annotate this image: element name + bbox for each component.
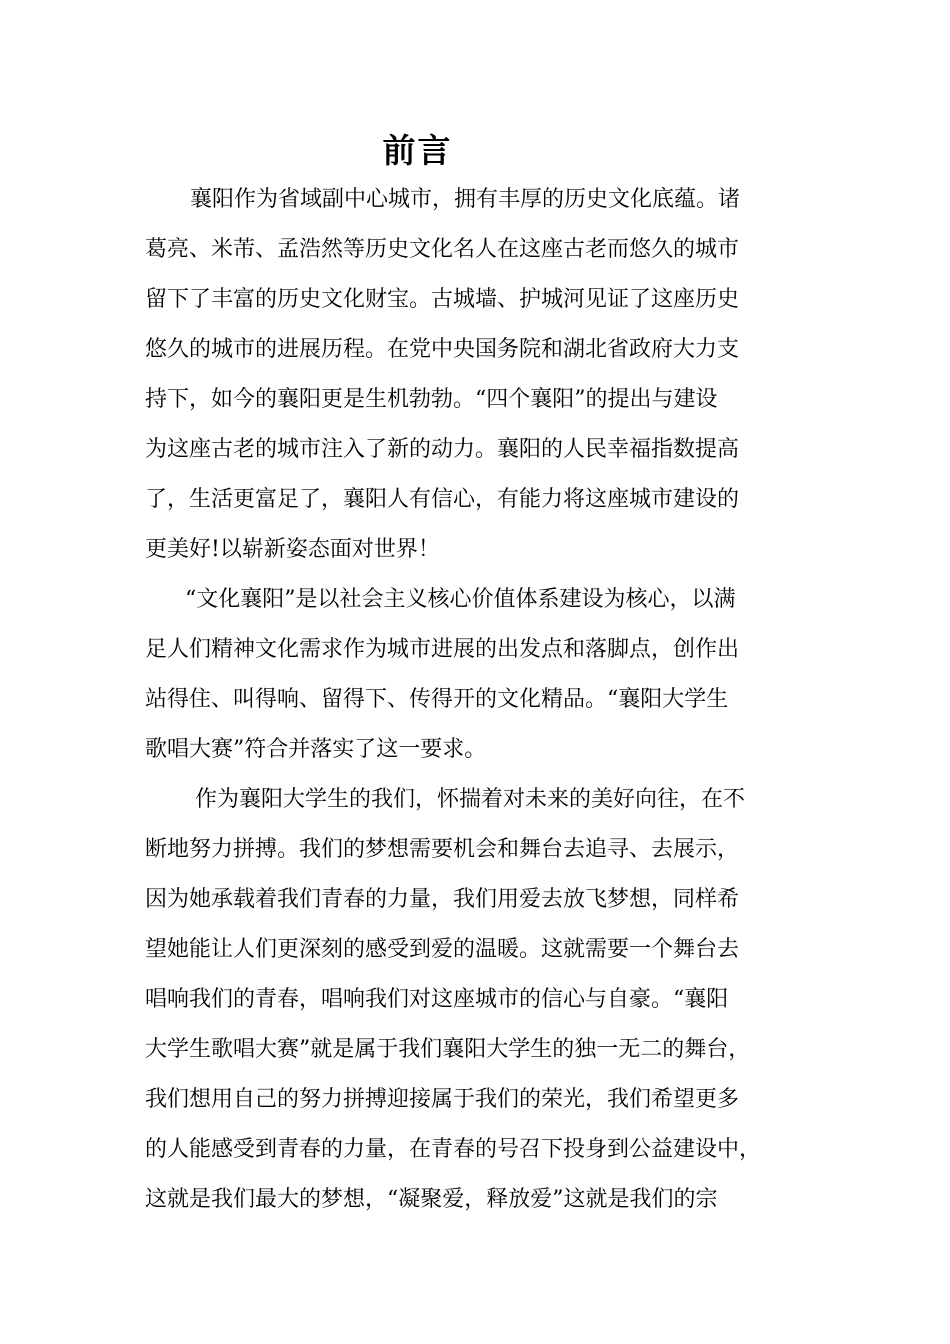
- paragraph-2-line-1: “文化襄阳”是以社会主义核心价值体系建设为核心，以满: [185, 587, 736, 612]
- paragraph-1-line-3: 留下了丰富的历史文化财宝。古城墙、护城河见证了这座历史: [145, 287, 740, 312]
- paragraph-3-line-3: 因为她承载着我们青春的力量，我们用爱去放飞梦想，同样希: [145, 887, 740, 912]
- paragraph-3-line-2: 断地努力拼搏。我们的梦想需要机会和舞台去追寻、去展示，: [145, 837, 740, 862]
- paragraph-3-line-4: 望她能让人们更深刻的感受到爱的温暖。这就需要一个舞台去: [145, 937, 740, 962]
- paragraph-3-line-9: 这就是我们最大的梦想，“凝聚爱，释放爱”这就是我们的宗: [145, 1187, 718, 1212]
- paragraph-1-line-7: 了，生活更富足了，襄阳人有信心，有能力将这座城市建设的: [145, 487, 740, 512]
- paragraph-1-line-2: 葛亮、米芾、孟浩然等历史文化名人在这座古老而悠久的城市: [145, 237, 740, 262]
- paragraph-3-line-5: 唱响我们的青春，唱响我们对这座城市的信心与自豪。“襄阳: [145, 987, 729, 1012]
- page-title: 前言: [382, 131, 453, 170]
- paragraph-1-line-1: 襄阳作为省域副中心城市，拥有丰厚的历史文化底蕴。诸: [190, 187, 741, 212]
- paragraph-2-line-3: 站得住、叫得响、留得下、传得开的文化精品。“襄阳大学生: [145, 687, 729, 712]
- paragraph-2-line-4: 歌唱大赛”符合并落实了这一要求。: [145, 737, 487, 762]
- paragraph-2-line-2: 足人们精神文化需求作为城市进展的出发点和落脚点，创作出: [145, 637, 740, 662]
- paragraph-3-line-1: 作为襄阳大学生的我们，怀揣着对未来的美好向往，在不: [195, 787, 746, 812]
- paragraph-3-line-7: 我们想用自己的努力拼搏迎接属于我们的荣光，我们希望更多: [145, 1087, 740, 1112]
- paragraph-3-line-6: 大学生歌唱大赛”就是属于我们襄阳大学生的独一无二的舞台，: [145, 1037, 751, 1062]
- paragraph-1-line-5: 持下，如今的襄阳更是生机勃勃。“四个襄阳”的提出与建设: [145, 387, 718, 412]
- paragraph-1-line-4: 悠久的城市的进展历程。在党中央国务院和湖北省政府大力支: [145, 337, 740, 362]
- paragraph-1-line-8: 更美好!以崭新姿态面对世界！: [145, 537, 440, 562]
- paragraph-1-line-6: 为这座古老的城市注入了新的动力。襄阳的人民幸福指数提高: [145, 437, 740, 462]
- paragraph-3-line-8: 的人能感受到青春的力量，在青春的号召下投身到公益建设中，: [145, 1137, 762, 1162]
